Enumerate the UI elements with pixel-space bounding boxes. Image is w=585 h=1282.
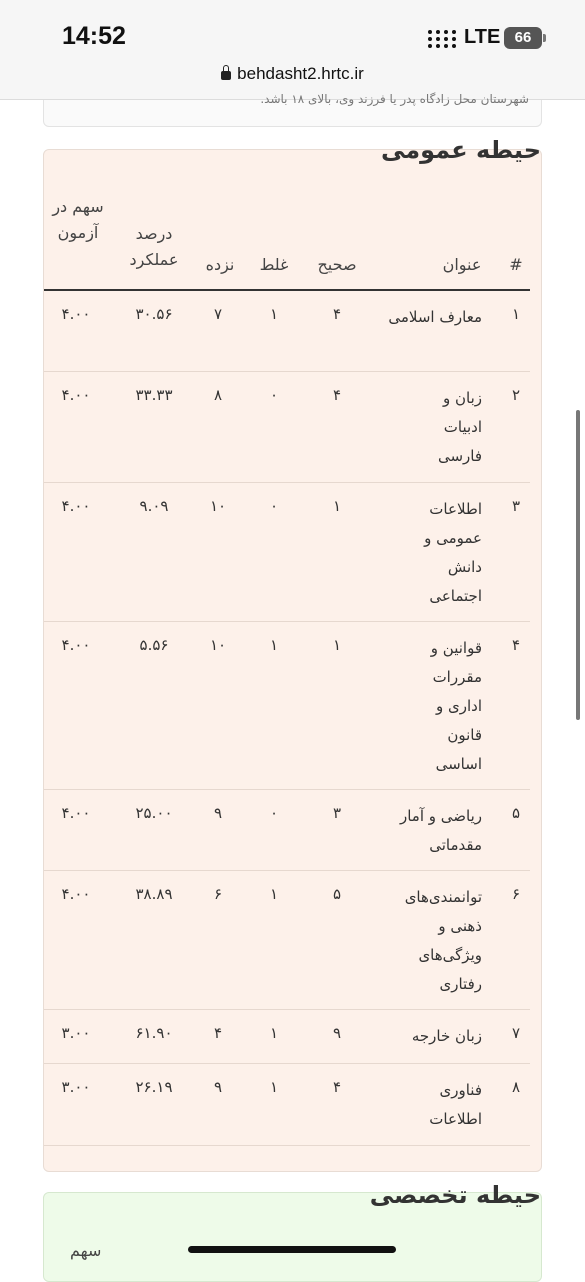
lock-icon xyxy=(221,71,231,80)
row-wrong: ۱ xyxy=(269,305,279,323)
address-bar[interactable] xyxy=(0,64,585,84)
row-index: ۷ xyxy=(511,1024,521,1042)
header-wrong: غلط xyxy=(259,255,289,274)
row-unanswered: ۹ xyxy=(213,1078,223,1096)
row-percent: ۶۱.۹۰ xyxy=(135,1024,173,1042)
header-share: سهم در آزمون xyxy=(52,197,104,242)
previous-card xyxy=(43,92,542,127)
row-correct: ۴ xyxy=(332,305,342,323)
row-unanswered: ۶ xyxy=(213,885,223,903)
row-wrong: ۱ xyxy=(269,1078,279,1096)
header-unanswered: نزده xyxy=(205,255,235,274)
signal-icon xyxy=(428,30,458,48)
row-unanswered: ۸ xyxy=(213,386,223,404)
row-title: ریاضی و آمار مقدماتی xyxy=(399,807,482,854)
general-section-card xyxy=(43,136,542,1172)
row-title: معارف اسلامی xyxy=(388,308,482,326)
home-indicator[interactable] xyxy=(188,1246,396,1253)
previous-note: شهرستان محل زادگاه پدر یا فرزند وی، بالای ۱۸ باشد. xyxy=(260,92,529,106)
battery-level: 66 xyxy=(514,29,532,46)
row-index: ۳ xyxy=(511,497,521,515)
row-correct: ۳ xyxy=(332,804,342,822)
row-title: اطلاعات عمومی و دانش اجتماعی xyxy=(424,500,482,605)
special-section-title: حیطه تخصصی xyxy=(369,1181,541,1209)
row-wrong: ۱ xyxy=(269,1024,279,1042)
row-title: قوانین و مقررات اداری و قانون اساسی xyxy=(430,639,482,773)
row-wrong: ۰ xyxy=(269,386,279,404)
row-index: ۶ xyxy=(511,885,521,903)
row-unanswered: ۷ xyxy=(213,305,223,323)
status-bar xyxy=(0,0,585,100)
header-percent: درصد عملکرد xyxy=(129,224,179,269)
row-percent: ۲۵.۰۰ xyxy=(135,804,173,822)
row-percent: ۳۸.۸۹ xyxy=(135,885,173,903)
table-row xyxy=(44,372,530,483)
table-row xyxy=(44,871,530,1010)
row-percent: ۲۶.۱۹ xyxy=(135,1078,173,1096)
header-index: # xyxy=(509,255,523,274)
row-title: توانمندی‌های ذهنی و ویژگی‌های رفتاری xyxy=(404,888,482,993)
row-percent: ۵.۵۶ xyxy=(139,636,169,654)
row-share: ۳.۰۰ xyxy=(61,1024,91,1042)
row-wrong: ۰ xyxy=(269,497,279,515)
url-text: behdasht2.hrtc.ir xyxy=(237,64,364,83)
row-percent: ۹.۰۹ xyxy=(139,497,169,515)
general-section-title: حیطه عمومی xyxy=(380,136,541,164)
row-index: ۸ xyxy=(511,1078,521,1096)
special-section-card xyxy=(43,1181,542,1282)
header-correct: صحیح xyxy=(317,255,357,274)
scrollbar[interactable] xyxy=(576,410,580,720)
header-title: عنوان xyxy=(442,255,482,274)
table-row xyxy=(44,790,530,871)
row-correct: ۴ xyxy=(332,386,342,404)
battery-icon xyxy=(504,27,542,49)
table-row xyxy=(44,291,530,372)
row-share: ۴.۰۰ xyxy=(61,386,91,404)
row-percent: ۳۰.۵۶ xyxy=(135,305,173,323)
row-index: ۴ xyxy=(511,636,521,654)
row-title: فناوری اطلاعات xyxy=(429,1081,482,1128)
row-index: ۲ xyxy=(511,386,521,404)
row-wrong: ۱ xyxy=(269,885,279,903)
row-share: ۳.۰۰ xyxy=(61,1078,91,1096)
row-title: زبان و ادبیات فارسی xyxy=(437,389,482,465)
row-unanswered: ۴ xyxy=(213,1024,223,1042)
row-share: ۴.۰۰ xyxy=(61,497,91,515)
row-correct: ۱ xyxy=(332,497,342,515)
row-percent: ۳۳.۳۳ xyxy=(135,386,173,404)
row-share: ۴.۰۰ xyxy=(61,885,91,903)
row-correct: ۹ xyxy=(332,1024,342,1042)
row-unanswered: ۹ xyxy=(213,804,223,822)
row-correct: ۵ xyxy=(332,885,342,903)
row-index: ۵ xyxy=(511,804,521,822)
row-share: ۴.۰۰ xyxy=(61,804,91,822)
row-share: ۴.۰۰ xyxy=(61,636,91,654)
network-type: LTE xyxy=(464,26,501,48)
row-wrong: ۱ xyxy=(269,636,279,654)
table-row xyxy=(44,483,530,622)
table-row xyxy=(44,622,530,790)
row-share: ۴.۰۰ xyxy=(61,305,91,323)
table-row xyxy=(44,1064,530,1146)
table-row xyxy=(44,1010,530,1064)
clock: 14:52 xyxy=(62,22,126,50)
special-header-share: سهم xyxy=(70,1241,102,1260)
row-unanswered: ۱۰ xyxy=(209,636,227,654)
row-wrong: ۰ xyxy=(269,804,279,822)
row-unanswered: ۱۰ xyxy=(209,497,227,515)
row-correct: ۴ xyxy=(332,1078,342,1096)
row-index: ۱ xyxy=(511,305,521,323)
row-correct: ۱ xyxy=(332,636,342,654)
row-title: زبان خارجه xyxy=(411,1027,482,1045)
